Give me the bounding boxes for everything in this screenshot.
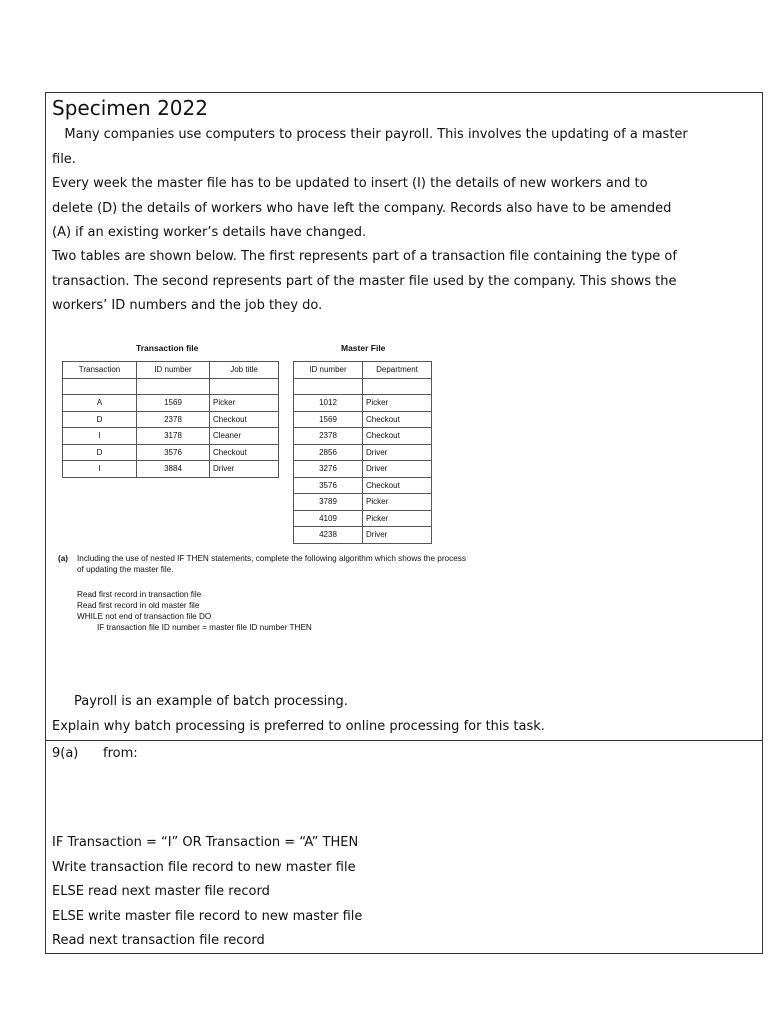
table-cell: 3789 [294,494,363,511]
table-cell: 2856 [294,444,363,461]
code-line: IF transaction file ID number = master file ID number THEN [97,623,312,632]
table-cell: 3576 [137,444,210,461]
table-row [294,428,432,445]
question-a-text: Including the use of nested IF THEN statements, complete the following algorithm which shows the process of updating the master file. [77,554,466,574]
table-cell: Picker [363,494,432,511]
table-header-row [294,362,432,379]
table-cell: I [63,428,137,445]
table-header-cell: ID number [137,362,210,379]
answer-line: IF Transaction = “I” OR Transaction = “A” THEN [52,835,359,850]
table-cell: D [63,444,137,461]
question-a-label: (a) [58,554,69,563]
table-cell: Driver [363,444,432,461]
table-cell: Picker [210,395,279,412]
table-cell: Picker [363,510,432,527]
table-cell: Checkout [363,477,432,494]
table-header-cell: Transaction [63,362,137,379]
table-header-cell: Department [363,362,432,379]
intro-paragraph-1: Many companies use computers to process their payroll. This involves the updating of a master file. [52,127,688,167]
table-cell: 3276 [294,461,363,478]
table-cell: 4238 [294,527,363,544]
table-cell: 4109 [294,510,363,527]
table-row [63,395,279,412]
table-cell: Cleaner [210,428,279,445]
table-cell: 2378 [137,411,210,428]
answer-line: ELSE write master file record to new master file [52,909,363,924]
table-cell: D [63,411,137,428]
table-cell: 3884 [137,461,210,478]
table-row-empty [294,378,432,395]
table-cell: 3178 [137,428,210,445]
table-header-cell: Job title [210,362,279,379]
table-row [294,510,432,527]
table-cell: Checkout [363,428,432,445]
table-row-empty [63,378,279,395]
table-cell: 1569 [294,411,363,428]
table-cell: Driver [363,527,432,544]
algorithm-code [77,589,312,633]
table-cell: Driver [210,461,279,478]
table-header-row [63,362,279,379]
table-row [294,461,432,478]
table-cell: 3576 [294,477,363,494]
table-cell: I [63,461,137,478]
table-row [294,395,432,412]
table-row [294,494,432,511]
transaction-file-caption: Transaction file [136,343,199,353]
intro-paragraph-2: Every week the master file has to be updated to insert (I) the details of new workers and to delete (D) the details of workers who have left the company. Records also have to be amended (A) if an existing worker’s details have changed. [52,176,672,240]
table-cell: Checkout [363,411,432,428]
table-header-cell: ID number [294,362,363,379]
table-row [294,444,432,461]
batch-statement: Payroll is an example of batch processing. [74,694,348,709]
table-row [294,477,432,494]
master-file-table [293,361,432,544]
table-row [63,428,279,445]
answer-from: from: [103,746,138,761]
intro-paragraph-3: Two tables are shown below. The first represents part of a transaction file containing the type of transaction. The second represents part of the master file used by the company. This shows the workers’ ID numbers and the job they do. [52,249,677,313]
table-cell: Picker [363,395,432,412]
table-row [294,527,432,544]
answer-line: ELSE read next master file record [52,884,270,899]
code-line: Read first record in old master file [77,601,200,610]
batch-question: Explain why batch processing is preferred to online processing for this task. [52,719,545,734]
master-file-caption: Master File [341,343,386,353]
embedded-question-image [58,337,478,637]
table-row [63,411,279,428]
table-cell: 1012 [294,395,363,412]
table-cell: Checkout [210,444,279,461]
answer-cell [46,741,762,953]
question-table [45,92,763,954]
table-cell: Checkout [210,411,279,428]
code-line: Read first record in transaction file [77,590,202,599]
table-cell: Driver [363,461,432,478]
code-line: WHILE not end of transaction file DO [77,612,212,621]
answer-line: Write transaction file record to new master file [52,860,356,875]
answer-line: Read next transaction file record [52,933,265,948]
answer-ref: 9(a) [52,746,79,761]
transaction-file-table [62,361,279,478]
table-cell: 2378 [294,428,363,445]
table-row [63,461,279,478]
table-row [63,444,279,461]
table-row [294,411,432,428]
table-cell: 1569 [137,395,210,412]
table-cell: A [63,395,137,412]
question-cell [46,93,762,741]
page-title: Specimen 2022 [52,96,208,120]
